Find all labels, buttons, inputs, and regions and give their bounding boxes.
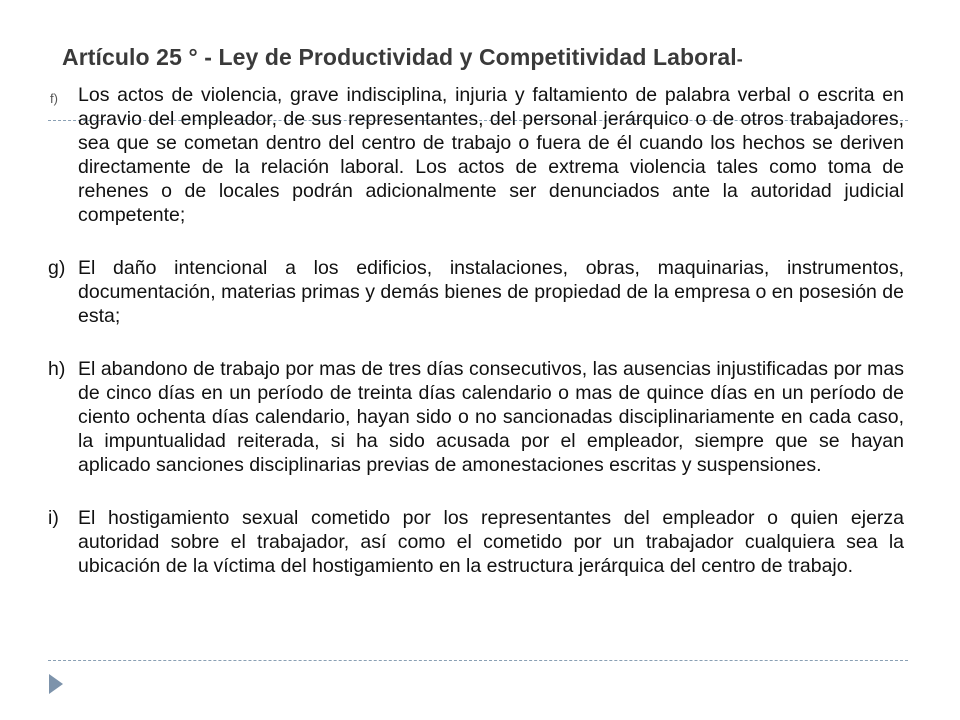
item-text: El abandono de trabajo por mas de tres días consecutivos, las ausencias injustificadas por mas de cinco días en un período de treinta días calendario o mas de quince días en un período de ciento ochenta días calendario, hayan sido o no sancionadas disciplinariamente en cada caso, la impuntualidad reiterada, si ha sido acusada por el empleador, siempre que se hayan aplicado sanciones disciplinarias previas de amonestaciones escritas y suspensiones. (78, 358, 904, 476)
list-item-f (48, 83, 904, 227)
article-content (48, 83, 904, 578)
item-marker: g) (48, 257, 66, 279)
list-item-g (48, 256, 904, 328)
play-arrow-icon (49, 674, 63, 694)
item-marker: h) (48, 358, 66, 380)
slide-title (62, 44, 743, 71)
list-item-h (48, 357, 904, 477)
bottom-divider (48, 660, 908, 661)
list-item-i (48, 506, 904, 578)
slide-title-suffix: - (736, 49, 743, 69)
item-text: El daño intencional a los edificios, instalaciones, obras, maquinarias, instrumentos, documentación, materias primas y demás bienes de propiedad de la empresa o en posesión de esta; (78, 257, 904, 327)
slide-title-text: Artículo 25 ° - Ley de Productividad y Competitividad Laboral (62, 44, 737, 70)
item-marker: f) (50, 91, 58, 106)
item-marker: i) (48, 507, 59, 529)
item-text: Los actos de violencia, grave indisciplina, injuria y faltamiento de palabra verbal o escrita en agravio del empleador, de sus representantes, del personal jerárquico o de otros trabajadores, sea que se cometan dentro del centro de trabajo o fuera de él cuando los hechos se deriven directamente de la relación laboral. Los actos de extrema violencia tales como toma de rehenes o de locales podrán adicionalmente ser denunciados ante la autoridad judicial competente; (78, 84, 904, 226)
item-text: El hostigamiento sexual cometido por los representantes del empleador o quien ejerza autoridad sobre el trabajador, así como el cometido por un trabajador cualquiera sea la ubicación de la víctima del hostigamiento en la estructura jerárquica del centro de trabajo. (78, 507, 904, 577)
